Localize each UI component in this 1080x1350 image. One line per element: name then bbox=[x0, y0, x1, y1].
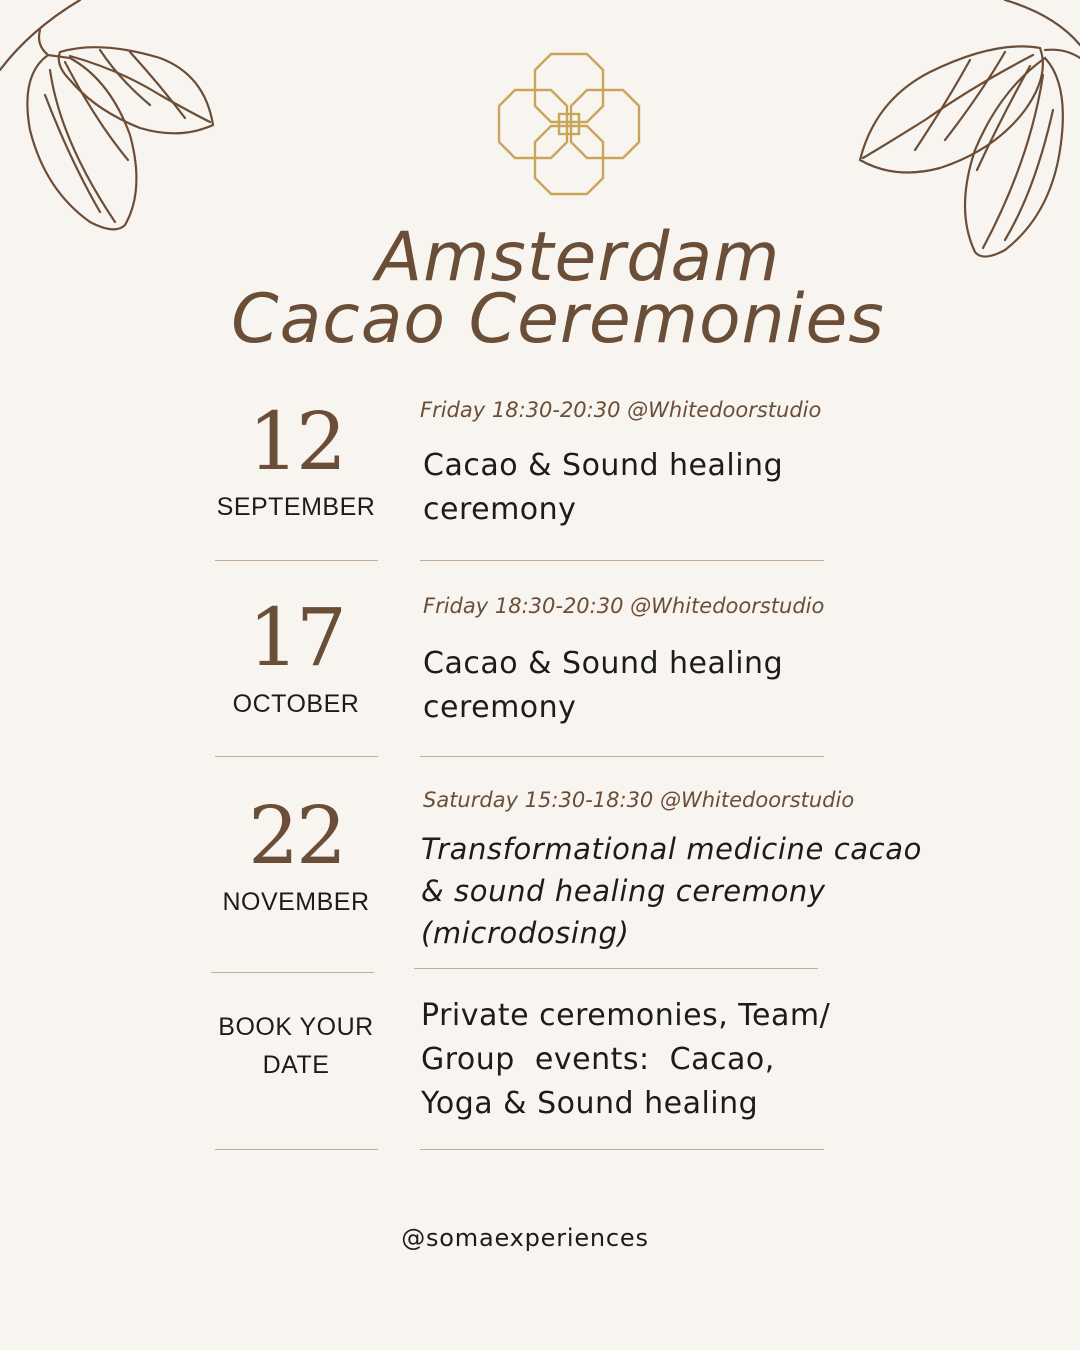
book-your-date-label bbox=[205, 1008, 387, 1084]
divider bbox=[211, 972, 374, 973]
booking-description-line: Group events: Cacao, bbox=[421, 1042, 775, 1077]
event-month: NOVEMBER bbox=[222, 888, 370, 916]
event-description-line: (microdosing) bbox=[421, 916, 630, 950]
event-description-line: Cacao & Sound healing bbox=[423, 646, 784, 681]
event-time-location: Saturday 15:30-18:30 @Whitedoorstudio bbox=[423, 788, 855, 812]
page-title-line2: Cacao Ceremonies bbox=[231, 280, 885, 359]
booking-description-line: Yoga & Sound healing bbox=[421, 1086, 759, 1121]
divider bbox=[420, 756, 824, 757]
event-time-location: Friday 18:30-20:30 @Whitedoorstudio bbox=[423, 594, 825, 618]
gold-octagon-knot-icon bbox=[497, 52, 641, 196]
event-month: SEPTEMBER bbox=[216, 493, 376, 521]
event-description bbox=[423, 642, 943, 730]
booking-description bbox=[421, 994, 941, 1126]
event-month: OCTOBER bbox=[232, 690, 360, 718]
divider bbox=[215, 756, 378, 757]
event-description-line: Transformational medicine cacao bbox=[421, 832, 922, 866]
event-day: 17 bbox=[248, 591, 344, 684]
divider bbox=[414, 968, 818, 969]
divider bbox=[420, 560, 824, 561]
event-description-line: ceremony bbox=[423, 492, 577, 527]
event-time-location: Friday 18:30-20:30 @Whitedoorstudio bbox=[420, 398, 822, 422]
book-label-line: BOOK YOUR bbox=[218, 1013, 374, 1041]
cacao-pod-icon bbox=[0, 0, 230, 240]
event-description-line: Cacao & Sound healing bbox=[423, 448, 784, 483]
event-description-line: & sound healing ceremony bbox=[421, 874, 826, 908]
event-description bbox=[421, 828, 981, 954]
social-handle[interactable]: @somaexperiences bbox=[401, 1224, 649, 1252]
page-title-line1: Amsterdam bbox=[375, 218, 781, 297]
book-label-line: DATE bbox=[262, 1051, 330, 1079]
divider bbox=[420, 1149, 824, 1150]
event-day: 12 bbox=[248, 395, 344, 488]
event-day: 22 bbox=[248, 789, 344, 882]
event-description-line: ceremony bbox=[423, 690, 577, 725]
divider bbox=[215, 1149, 378, 1150]
divider bbox=[215, 560, 378, 561]
event-description bbox=[423, 444, 943, 532]
booking-description-line: Private ceremonies, Team/ bbox=[421, 998, 831, 1033]
